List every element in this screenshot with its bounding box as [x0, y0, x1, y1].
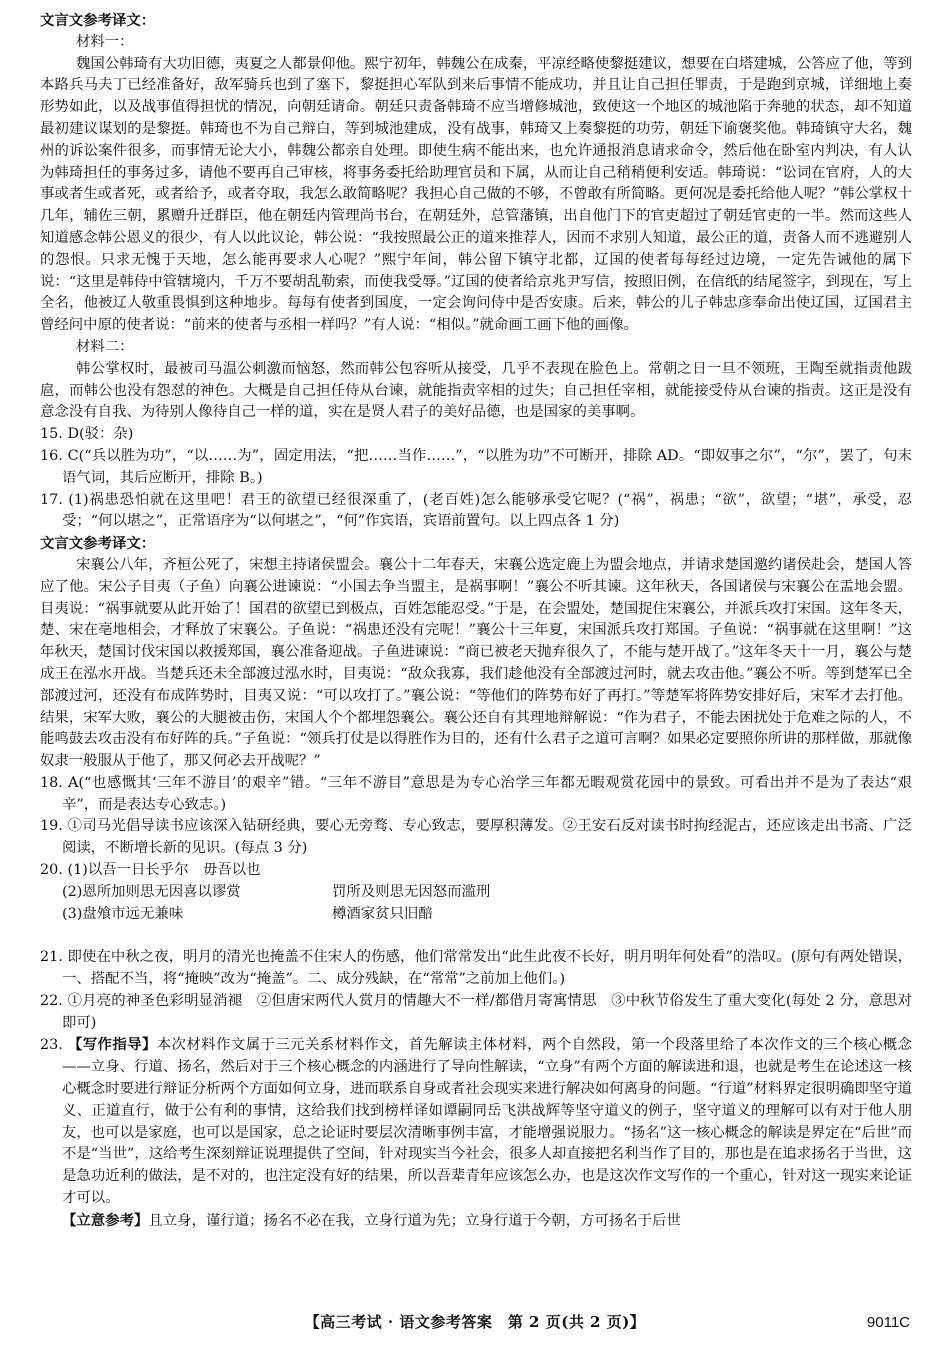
- answer-19: 19. ①司马光倡导读书应该深入钻研经典，要心无旁骛、专心致志，要厚积薄发。②王安石反对读书时拘经泥古，还应该走出书斋、广泛阅读，不断增长新的见识。(每点 3 分): [40, 818, 912, 857]
- writing-guide-tag: 【写作指导】: [67, 1036, 157, 1054]
- answer-20-title: 20. (1)以吾一日长乎尔 毋吾以也: [40, 862, 261, 879]
- material-one-text: 魏国公韩琦有大功旧德，夷夏之人都景仰他。熙宁初年，韩魏公在成秦，平凉经略使黎挺建议，想要在白塔建城，公答应了他，等到本路兵马夫丁已经准备好，敌军骑兵也到了塞下，黎挺担心军队到来后事情不能成功，并且让自己担任罪责，于是跑到京城，详细地上奏形势如此，以及战事值得担忧的情况，向朝廷请命。朝廷只责备韩琦不应当增修城池，致使这一个地区的城池陷于奔驰的状态，却不知道最初建议谋划的是黎挺。韩琦也不为自己辩白，等到城池建成，没有战事，韩琦又上奏黎挺的功劳，朝廷下谕褒奖他。韩琦镇守大名，魏州的诉讼案件很多，而事情无论大小，韩魏公都亲自处理。即使生病不能出来，也允许通报消息请求命令，然后他在卧室内判决，有人认为韩琦担任的事务过多，请他不要再自己审核，将事务委托给助理官员和下属，从而让自己稍稍便利安适。韩琦说：“讼词在官府，人的大事或者生或者死，或者给予，或者夺取，我怎么敢简略呢？我担心自己做的不够，不曾敢有所简略。更何况是委托给他人呢？”韩公掌权十几年，辅佐三朝，累赠升迁群臣，他在朝廷内管理尚书台，在朝廷外，总管藩镇，出自他门下的官吏超过了朝廷官吏的一半。然而这些人知道感念韩公恩义的很少，有人以此议论，韩公说：“我按照最公正的道来推荐人，因而不求别人知道，最公正的道，责备人而不逃避别人的怨恨。只求无愧于天地，怎么能再要求人心呢？”熙宁年间，韩公留下镇守北都，辽国的使者每每经过边境，一定先告诫他的属下说：“这里是韩侍中管辖境内，千万不要胡乱勒索，而使我受辱。”辽国的使者给京兆尹写信，按照旧例，在信纸的结尾签字，到现在，写上全名，他被辽人敬重畏惧到这种地步。每每有使者到国度，一定会询问侍中是否安康。后来，韩公的儿子韩忠彦奉命出使辽国，辽国君主曾经问中原的使者说：“前来的使者与丞相一样吗？”有人说：“相似。”就命画工画下他的画像。: [40, 55, 912, 334]
- answer-20-2a: (3)盘飧市远无兼味: [62, 905, 184, 922]
- thesis-text: 且立身，谨行道；扬名不必在我，立身行道为先；立身行道于今朝，方可扬名于后世: [148, 1212, 681, 1229]
- answer-23: [40, 1034, 912, 1209]
- answer-21: 21. 即使在中秋之夜，明月的清光也掩盖不住宋人的伤感，他们常常发出“此生此夜不长好，明月明年何处看”的浩叹。(原句有两处错误，一、搭配不当，将“掩映”改为“掩盖”。二、成分残缺，在“常常”之前加上他们。): [40, 949, 912, 988]
- answer-17: 17. (1)祸患恐怕就在这里吧！君王的欲望已经很深重了，(老百姓)怎么能够承受它呢？(“祸”，祸患；“欲”，欲望；“堪”，承受，忍受；“何以堪之”，正常语序为“以何堪之”，“何”作宾语，宾语前置句。以上四点各 1 分): [40, 491, 912, 530]
- material-two-text: 韩公掌权时，最被司马温公刺激而恼怒，然而韩公包容听从接受，几乎不表现在脸色上。常朝之日一旦不领班，王陶至就指责他跋扈，而韩公也没有怨怼的神色。大概是自己担任侍从台谏，就能指责宰相的过失；自己担任宰相，就能接受侍从台谏的指责。这正是没有意念没有自我、为待别人像待自己一样的道，实在是贤人君子的美好品德，也是国家的美事啊。: [40, 360, 912, 421]
- page-footer: [0, 1312, 950, 1336]
- answer-22: 22. ①月亮的神圣色彩明显消褪 ②但唐宋两代人赏月的情趣大不一样/都借月寄寓情思 ③中秋节俗发生了重大变化(每处 2 分，意思对即可): [40, 992, 912, 1031]
- answer-18: 18. A(“也感慨其‘三年不游目’的艰辛”错。“三年不游目”意思是为专心治学三年都无暇观赏花园中的景致。可看出并不是为了表达“艰辛”，而是表达专心致志。): [40, 774, 912, 813]
- answer-20-1b: 罚所及则思无因怒而滥刑: [332, 883, 491, 900]
- answer-20-line-1: [40, 882, 912, 904]
- thesis-reference: [40, 1210, 912, 1233]
- writing-guide-text: 本次材料作文属于三元关系材料作文，首先解读主体材料，两个自然段，第一个段落里给了本次作文的三个核心概念——立身、行道、扬名，然后对于三个核心概念的内涵进行了导向性解读，“立身”有两个方面的解读进和退，也就是考生在论述这一核心概念时要进行辩证分析两个方面如何立身，进而联系自身或者社会现实来进行解决如何离身的问题。“行道”材料界定很明确即坚守道义、正道直行，做于公有利的事情，这给我们找到榜样译如谭嗣同岳飞洪战辉等坚守道义的例子，坚守道义的理解可以有对于他人朋友，也可以是家庭，也可以是国家，总之论证时要层次清晰事例丰富，才能增强说服力。“扬名”这一核心概念的解读是界定在“后世”而不是“当世”，这给考生深刻辩证说理提供了空间，针对现实当今社会，很多人却直接把名利当作了目的，那也是在追求扬名于当世，这是急功近利的做法，是不对的，也注定没有好的结果，所以吾辈青年应该怎么办，也是这次作文写作的一个重心，针对这一现实来论证才可以。: [62, 1037, 912, 1207]
- answer-20-2b: 樽酒家贫只旧醅: [332, 905, 433, 922]
- footer-title: 【高三考试 · 语文参考答案 第 2 页(共 2 页)】: [304, 1313, 646, 1331]
- section-heading-2: 文言文参考译文：: [40, 535, 156, 553]
- answer-16: 16. C(“兵以胜为功”，“以……为”，固定用法，“把……当作……”，“以胜为功”不可断开，排除 AD。“即奴事之尔”，“尔”，罢了，句末语气词，其后应断开，排除 B。): [40, 447, 912, 486]
- translation-2-text: 宋襄公八年，齐桓公死了，宋想主持诸侯盟会。襄公十二年春天，宋襄公选定鹿上为盟会地点，并请求楚国邀约诸侯赴会，楚国人答应了他。宋公子目夷（子鱼）向襄公进谏说：“小国去争当盟主，是祸事啊！”襄公不听其谏。这年秋天，各国诸侯与宋襄公在盂地会盟。目夷说：“祸事就要从此开始了！国君的欲望已到极点，百姓怎能忍受。”于是，在会盟处，楚国捉住宋襄公，并派兵攻打宋国。这年冬天，楚、宋在亳地相会，才释放了宋襄公。子鱼说：“祸患还没有完呢！”襄公十三年夏，宋国派兵攻打郑国。子鱼说：“祸事就在这里啊！”这年秋天，楚国讨伐宋国以救援郑国，襄公准备迎战。子鱼进谏说：“商已被老天抛弃很久了，不能与楚开战了。”这年冬天十一月，襄公与楚成王在泓水开战。当楚兵还未全部渡过泓水时，目夷说：“敌众我寡，我们趁他没有全部渡过河时，就去攻击他。”襄公不听。等到楚军已全部渡过河，还没有布成阵势时，目夷又说：“可以攻打了。”襄公说：“等他们的阵势布好了再打。”等楚军将阵势安排好后，宋军才去打他。结果，宋军大败，襄公的大腿被击伤，宋国人个个都埋怨襄公。襄公还自有其理地辩解说：“作为君子，不能去困扰处于危难之际的人，不能鸣鼓去攻击没有布好阵的兵。”子鱼说：“领兵打仗是以得胜作为目的，还有什么君子之道可言啊？如果必定要照你所讲的那样做，那就像奴隶一般服从于他了，那又何必去开战呢？”: [40, 556, 912, 770]
- thesis-tag: 【立意参考】: [62, 1211, 149, 1229]
- material-two-title: 材料二：: [76, 338, 134, 355]
- answer-15: 15. D(驳：杂): [40, 426, 134, 443]
- answer-20-1a: (2)恩所加则思无因喜以谬赏: [62, 883, 241, 900]
- footer-code: 9011C: [866, 1314, 910, 1331]
- answer-23-number: 23.: [40, 1037, 68, 1054]
- answer-20-line-3: [40, 925, 912, 947]
- section-heading-1: 文言文参考译文：: [40, 12, 156, 29]
- answer-20-line-2: [40, 904, 912, 926]
- material-one-title: 材料一：: [76, 33, 134, 50]
